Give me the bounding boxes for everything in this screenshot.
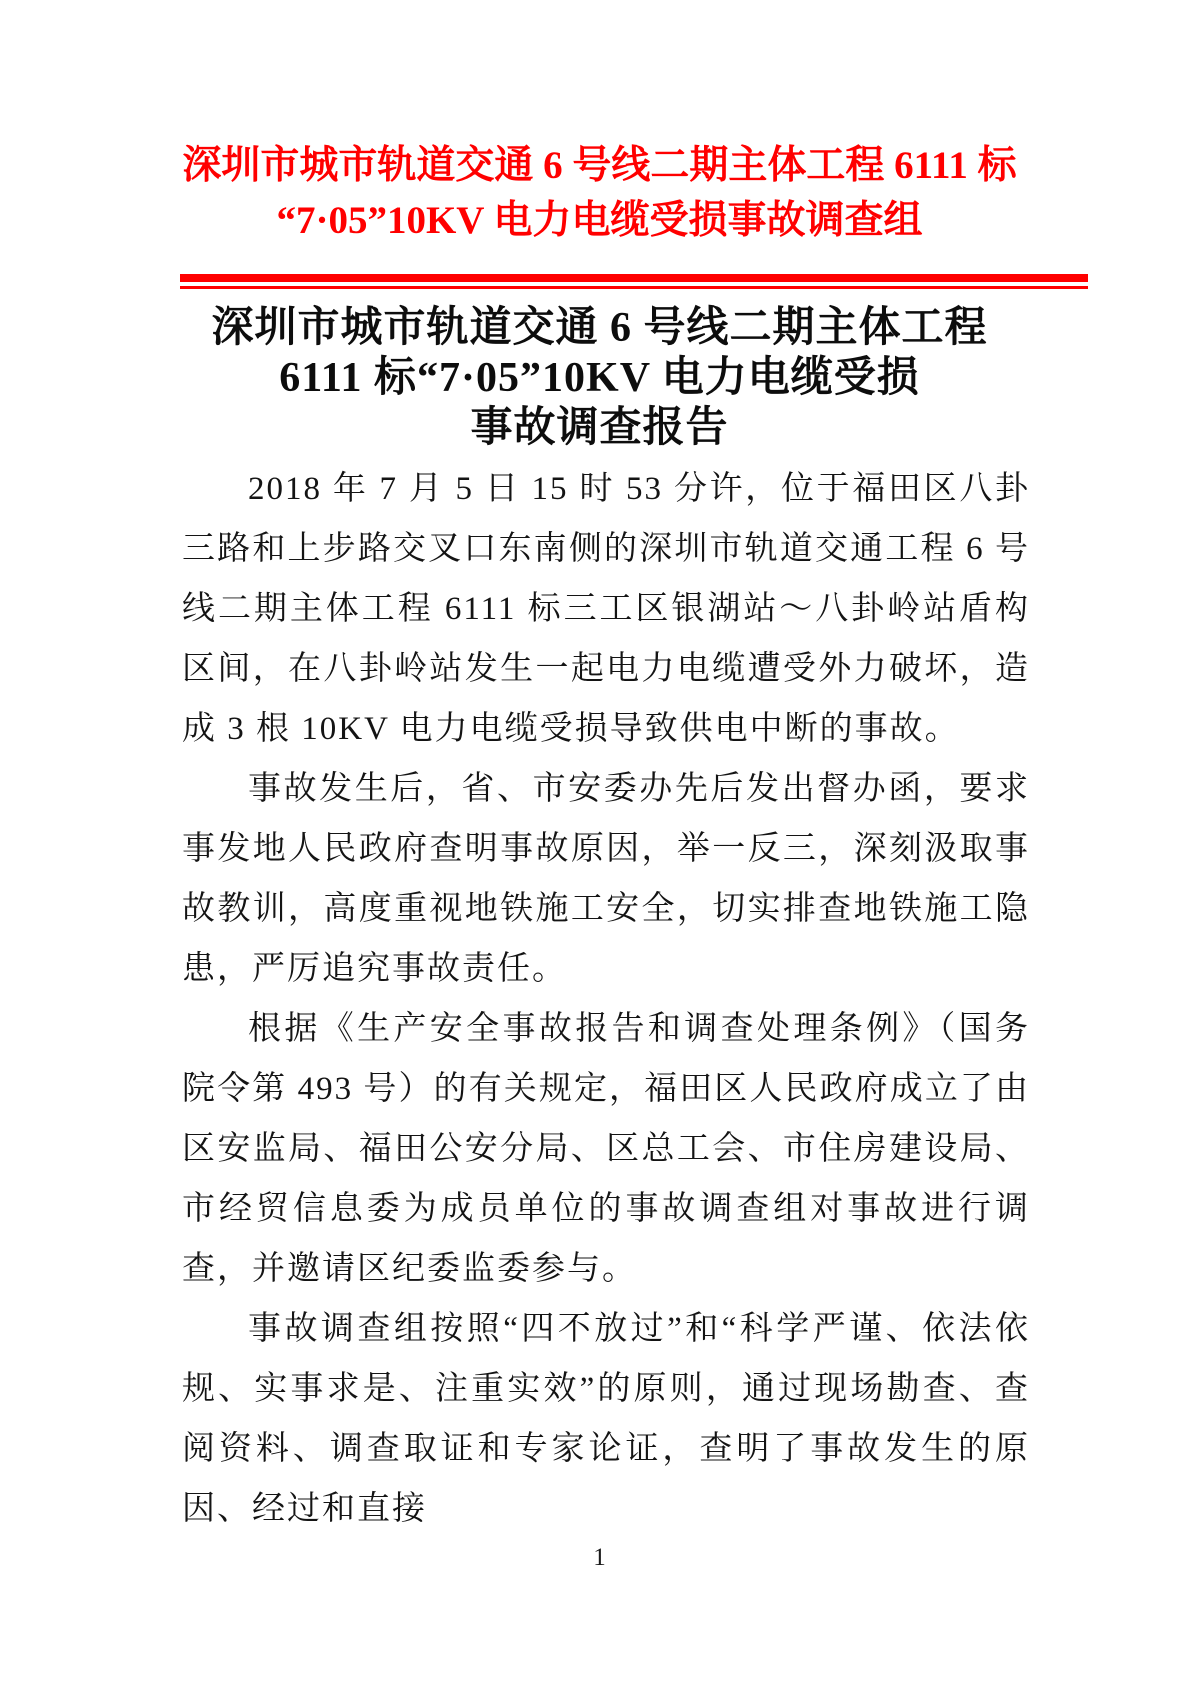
divider-thin-line (180, 286, 1088, 289)
page-number: 1 (593, 1544, 606, 1571)
report-title-line1: 深圳市城市轨道交通 6 号线二期主体工程 (211, 305, 988, 351)
report-title-line3: 事故调查报告 (470, 405, 729, 451)
red-divider (180, 274, 1088, 289)
report-title (0, 303, 1199, 453)
divider-thick-line (180, 274, 1088, 282)
body-paragraph: 2018 年 7 月 5 日 15 时 53 分许，位于福田区八卦三路和上步路交叉口东南侧的深圳市轨道交通工程 6 号线二期主体工程 6111 标三工区银湖站～八卦岭站盾构区间，在八卦岭站发生一起电力电缆遭受外力破坏，造成 3 根 10KV 电力电缆受损导致供电中断的事故。 (182, 471, 1030, 747)
body-paragraph: 事故调查组按照“四不放过”和“科学严谨、依法依规、实事求是、注重实效”的原则，通过现场勘查、查阅资料、调查取证和专家论证，查明了事故发生的原因、经过和直接 (182, 1311, 1030, 1527)
letterhead-line2: “7·05”10KV 电力电缆受损事故调查组 (276, 199, 923, 242)
report-title-line2: 6111 标“7·05”10KV 电力电缆受损 (279, 355, 920, 401)
body-paragraph: 根据《生产安全事故报告和调查处理条例》（国务院令第 493 号）的有关规定，福田区人民政府成立了由区安监局、福田公安分局、区总工会、市住房建设局、市经贸信息委为成员单位的事故调查组对事故进行调查，并邀请区纪委监委参与。 (182, 1011, 1030, 1287)
report-body (182, 459, 1030, 1539)
letterhead-line1: 深圳市城市轨道交通 6 号线二期主体工程 6111 标 (182, 144, 1017, 187)
body-paragraph: 事故发生后，省、市安委办先后发出督办函，要求事发地人民政府查明事故原因，举一反三，深刻汲取事故教训，高度重视地铁施工安全，切实排查地铁施工隐患，严厉追究事故责任。 (182, 771, 1030, 987)
letterhead (0, 0, 1199, 248)
